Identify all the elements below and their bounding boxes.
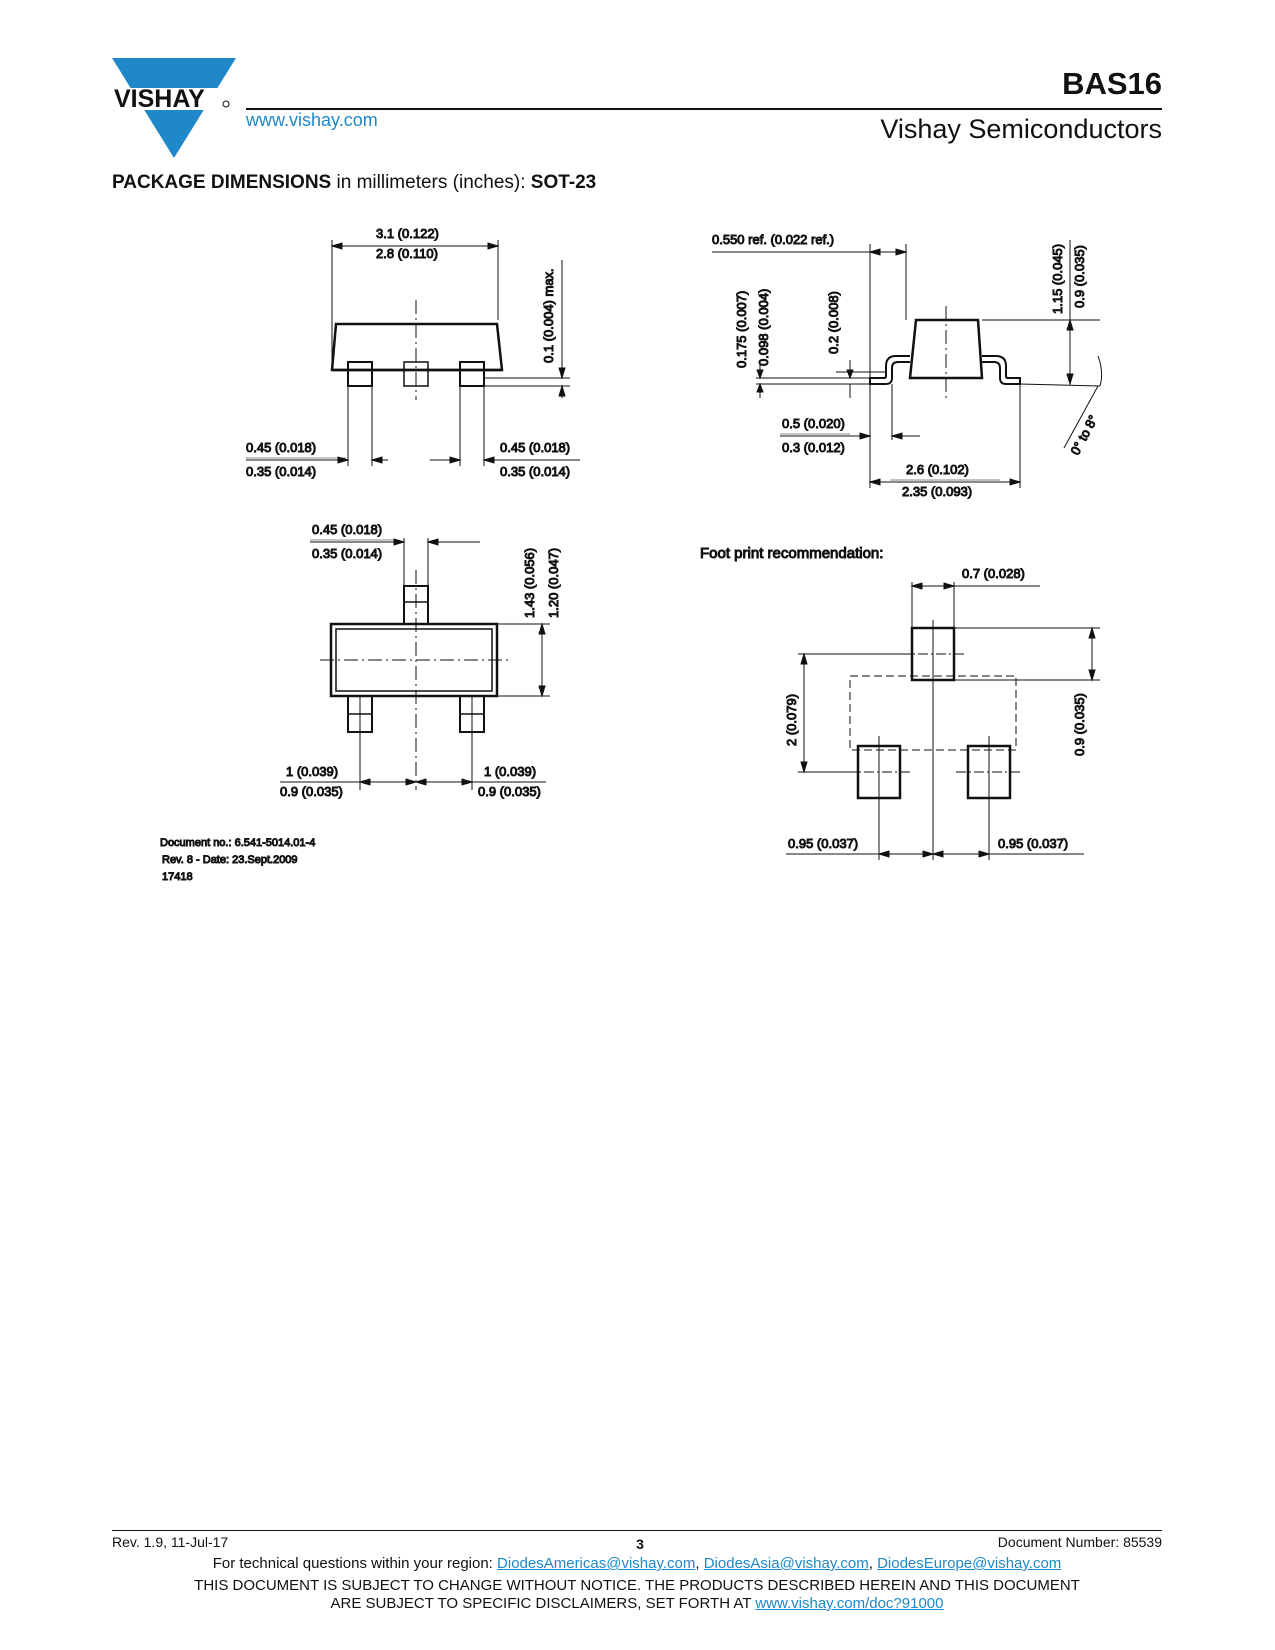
dim-body-len-min: 2.8 (0.110) [376,246,438,261]
email-asia-link[interactable]: DiodesAsia@vishay.com [703,1555,869,1572]
website-link[interactable]: www.vishay.com [246,110,378,130]
footprint-title: Foot print recommendation: [700,545,884,562]
dim-height-max: 1.15 (0.045) [1050,243,1065,314]
contact-line: For technical questions within your region: DiodesAmericas@vishay.com, DiodesAsia@vishay.com, DiodesEurope@vishay.com [212,1555,1062,1572]
side-view [246,240,580,466]
dim-width-min: 2.35 (0.093) [902,484,973,499]
dim-top-lead-w-max: 0.45 (0.018) [312,522,383,537]
page-number: 3 [636,1536,644,1552]
fp-pitch-left: 0.95 (0.037) [788,836,859,851]
top-view [280,538,550,790]
company-name: Vishay Semiconductors [880,114,1162,144]
dim-pitch-right-min: 0.9 (0.035) [478,784,541,799]
dim-height-min: 0.9 (0.035) [1072,245,1087,308]
dim-lead-w-right-min: 0.35 (0.014) [500,464,571,479]
dim-lead-w-left-max: 0.45 (0.018) [246,440,317,455]
disclaimer-link[interactable]: www.vishay.com/doc?91000 [755,1595,944,1612]
doc-note-line3: 17418 [162,871,193,883]
section-title-rest: in millimeters (inches): [336,172,526,193]
contact-prefix: For technical questions within your region: [212,1555,493,1572]
dim-ref-len: 0.550 ref. (0.022 ref.) [712,232,835,247]
fp-span: 2 (0.079) [784,693,799,746]
logo-text: VISHAY [114,85,205,113]
email-americas-link[interactable]: DiodesAmericas@vishay.com [497,1555,696,1572]
disclaimer-line2-wrap [112,1595,1162,1613]
dim-lead-thk-max: 0.175 (0.007) [734,290,749,368]
dim-body-len-max: 3.1 (0.122) [376,226,439,241]
doc-note-line1: Document no.: 6.541-5014.01-4 [160,837,316,849]
dim-standoff: 0.2 (0.008) [826,291,841,354]
footprint-view [786,582,1100,860]
dim-width-max: 2.6 (0.102) [906,462,969,477]
dim-angle: 0° to 8° [1067,412,1101,458]
dim-top-lead-w-min: 0.35 (0.014) [312,546,383,561]
dim-pitch-left-max: 1 (0.039) [286,764,339,779]
doc-note-line2: Rev. 8 - Date: 23.Sept.2009 [162,854,298,866]
package-name: SOT-23 [530,172,597,193]
dim-lead-thk-min: 0.098 (0.004) [756,288,771,366]
section-title-bold: PACKAGE DIMENSIONS [112,172,332,193]
dim-pitch-right-max: 1 (0.039) [484,764,537,779]
disclaimer-line2: ARE SUBJECT TO SPECIFIC DISCLAIMERS, SET FORTH AT [330,1595,752,1612]
email-europe-link[interactable]: DiodesEurope@vishay.com [877,1555,1062,1572]
fp-pad-w: 0.7 (0.028) [962,566,1025,581]
dim-foot-len-min: 0.3 (0.012) [782,440,845,455]
dim-lead-w-left-min: 0.35 (0.014) [246,464,317,479]
dim-body-w-max: 1.43 (0.056) [522,547,537,618]
dim-body-w-min: 1.20 (0.047) [546,547,561,618]
dim-lead-offset: 0.1 (0.004) max. [541,268,556,363]
footer-rule [112,1530,1162,1531]
document-number: Document Number: 85539 [997,1534,1162,1550]
disclaimer-line1: THIS DOCUMENT IS SUBJECT TO CHANGE WITHOUT NOTICE. THE PRODUCTS DESCRIBED HEREIN AND THIS DOCUMENT [194,1577,1080,1594]
part-number: BAS16 [1062,66,1162,101]
fp-pitch-right: 0.95 (0.037) [998,836,1069,851]
dim-pitch-left-min: 0.9 (0.035) [280,784,343,799]
dim-foot-len-max: 0.5 (0.020) [782,416,845,431]
fp-pad-h: 0.9 (0.035) [1072,693,1087,756]
revision: Rev. 1.9, 11-Jul-17 [112,1534,229,1550]
dim-lead-w-right-max: 0.45 (0.018) [500,440,571,455]
disclaimer [112,1577,1162,1613]
